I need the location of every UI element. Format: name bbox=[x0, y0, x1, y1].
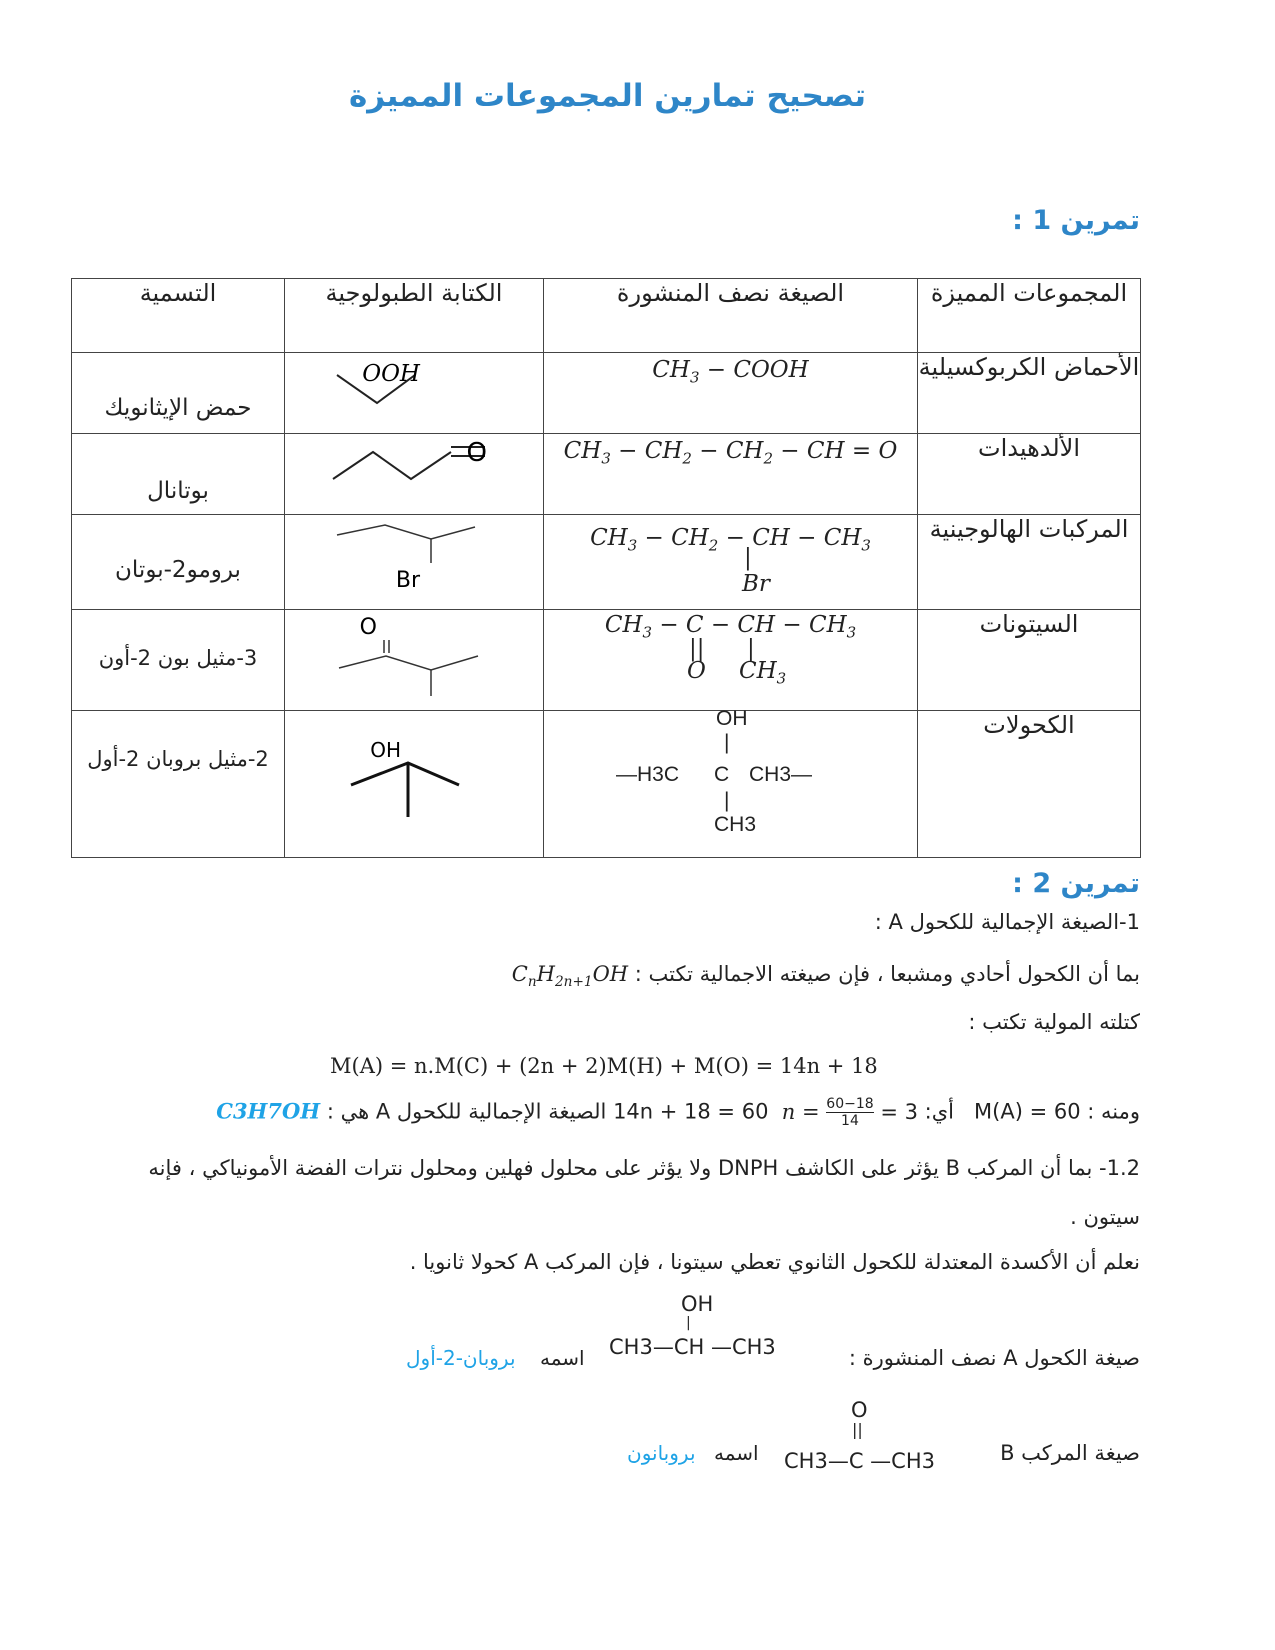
name-cell: 3-مثيل بون 2-أون bbox=[98, 646, 258, 670]
topology-2-bromobutane bbox=[285, 515, 543, 603]
alcohol-a-name-label: اسمه bbox=[540, 1346, 585, 1370]
table-row bbox=[72, 711, 1141, 858]
name-cell: بوتانال bbox=[147, 478, 209, 504]
n-calculation-line: ومنه : M(A) = 60 أي: 14n + 18 = 60 n = $\frac{60-18}{14}$ = 3 الصيغة الإجمالية للكحول A هي : C3H7OH bbox=[216, 1096, 1140, 1129]
alcohol-a-label: صيغة الكحول A نصف المنشورة : bbox=[848, 1346, 1140, 1370]
group-cell: الأحماض الكربوكسيلية bbox=[918, 353, 1141, 434]
molar-mass-equation: M(A) = n.M(C) + (2n + 2)M(H) + M(O) = 14n + 18 bbox=[330, 1054, 878, 1078]
formula-substituent: O bbox=[687, 658, 706, 684]
formula-cell: $CH_3 - CH_2 - CH_2$ − CH = O bbox=[563, 438, 898, 468]
name-cell: برومو2-بوتان bbox=[115, 557, 241, 583]
alcohol-a-molecular-formula: C3H7OH bbox=[216, 1098, 321, 1124]
table-row: المركبات الهالوجينية $CH_3 - CH_2$ − CH − $CH_3$ | Br Br برومو2-بوتان bbox=[72, 515, 1141, 610]
table-row bbox=[72, 434, 1141, 515]
header-formula: الصيغة نصف المنشورة bbox=[544, 279, 918, 353]
ketone-text: سيتون . bbox=[1070, 1205, 1140, 1229]
molar-mass-text: كتلته المولية تكتب : bbox=[968, 1010, 1140, 1034]
page-title: تصحيح تمارين المجموعات المميزة bbox=[349, 78, 866, 114]
formula-cell: $CH_3 - CH_2$ − CH − $CH_3$ bbox=[590, 525, 871, 555]
exercise-2-heading: تمرين 2 : bbox=[1012, 868, 1140, 899]
name-cell: 2-مثيل بروبان 2-أول bbox=[87, 747, 269, 771]
group-cell: الألدهيدات bbox=[918, 434, 1141, 515]
formula-cell: $CH_3 - C$ − CH − $CH_3$ bbox=[604, 612, 857, 642]
compound-b-label: صيغة المركب B bbox=[1000, 1441, 1140, 1465]
question-1-text: 1-الصيغة الإجمالية للكحول A : bbox=[874, 910, 1140, 934]
alcohol-a-oh: OH bbox=[681, 1292, 714, 1316]
svg-text:Br: Br bbox=[395, 568, 420, 593]
header-groups: المجموعات المميزة bbox=[918, 279, 1141, 353]
topology-2-methylpropan-2-ol bbox=[285, 711, 543, 851]
svg-text:O: O bbox=[359, 615, 377, 640]
name-cell: حمض الإيثانويك bbox=[104, 395, 252, 421]
exercise-1-heading: تمرين 1 : bbox=[1012, 205, 1140, 236]
svg-text:O: O bbox=[466, 438, 487, 468]
topology-3-methylbutan-2-one bbox=[285, 610, 543, 704]
formula-cell: OH | H3C— C —CH3 | CH3 bbox=[544, 711, 918, 858]
svg-text:OH: OH bbox=[370, 738, 401, 762]
table-row: السيتونات $CH_3 - C$ − CH − $CH_3$ || | O $CH_3$ O 3-مثيل بون 2-أون bbox=[72, 610, 1141, 711]
group-cell: السيتونات bbox=[918, 610, 1141, 711]
document-page: تصحيح تمارين المجموعات المميزة تمرين 1 : المجموعات المميزة الصيغة نصف المنشورة الكتابة الطبولوجية التسمية الأحماض الكربوكسيلية $CH_3$ − COOH OOH حمض الإيثانويك الألدهيدات $CH_3 - CH_2 - CH_2$ − CH = O O بوتانال المركبات الهالوجينية $CH_3 - CH_2$ − CH − $CH_3$ | Br Br برومو2-بوتان السيتونات $CH_3 - C$ − CH − $CH_3$ || | O $CH_3$ O 3-مثيل بون 2-أون الكحولات OH | H3C— C —CH3 | CH3 OH 2-مثيل بروبان 2-أول تمرين 2 : 1-الصيغة الإجمالية للكحول A : بما أن الكحول أحادي ومشبعا ، فإن صيغته الاجمالية تكتب : $C_nH_{2n+1}OH$ كتلته المولية تكتب : M(A) = n.M(C) + (2n + 2)M(H) + M(O) = 14n + 18 ومنه : M(A) = 60 أي: 14n + 18 = 60 n = $\frac{60-18}{14}$ = 3 الصيغة الإجمالية للكحول A هي : C3H7OH 1.2- بما أن المركب B يؤثر على الكاشف DNPH ولا يؤثر على محلول فهلين ومحلول نترات الفضة الأمونياكي ، فإنه سيتون . نعلم أن الأكسدة المعتدلة للكحول الثانوي تعطي سيتونا ، فإن المركب A كحولا ثانويا . صيغة الكحول A نصف المنشورة : OH | CH3—CH —CH3 اسمه بروبان-2-أول صيغة المركب B O || CH3—C —CH3 اسمه بروبانون bbox=[0, 0, 1275, 1650]
topology-butanal bbox=[285, 434, 543, 508]
compound-b-oxygen: O bbox=[851, 1398, 868, 1422]
svg-text:OOH: OOH bbox=[362, 361, 420, 387]
oxidation-text: نعلم أن الأكسدة المعتدلة للكحول الثانوي تعطي سيتونا ، فإن المركب A كحولا ثانويا . bbox=[409, 1250, 1140, 1274]
formula-substituent: Br bbox=[742, 571, 770, 597]
header-topology: الكتابة الطبولوجية bbox=[285, 279, 544, 353]
header-name: التسمية bbox=[72, 279, 285, 353]
table-row bbox=[72, 353, 1141, 434]
functional-groups-table bbox=[71, 278, 1141, 858]
compound-b-chain: CH3—C —CH3 bbox=[784, 1449, 935, 1473]
compound-b-name-label: اسمه bbox=[714, 1441, 759, 1465]
compound-b-text: 1.2- بما أن المركب B يؤثر على الكاشف DNPH ولا يؤثر على محلول فهلين ومحلول نترات الفضة الأمونياكي ، فإنه bbox=[148, 1156, 1140, 1180]
compound-b-name: بروبانون bbox=[627, 1441, 696, 1465]
saturated-alcohol-line: بما أن الكحول أحادي ومشبعا ، فإن صيغته الاجمالية تكتب : $C_nH_{2n+1}OH$ bbox=[511, 962, 1140, 991]
alcohol-a-chain: CH3—CH —CH3 bbox=[609, 1335, 776, 1359]
group-cell: المركبات الهالوجينية bbox=[918, 515, 1141, 610]
topology-acetic-acid bbox=[285, 353, 543, 427]
alcohol-a-name: بروبان-2-أول bbox=[406, 1346, 516, 1370]
group-cell: الكحولات bbox=[918, 711, 1141, 858]
formula-cell: $CH_3$ − COOH bbox=[652, 357, 809, 387]
